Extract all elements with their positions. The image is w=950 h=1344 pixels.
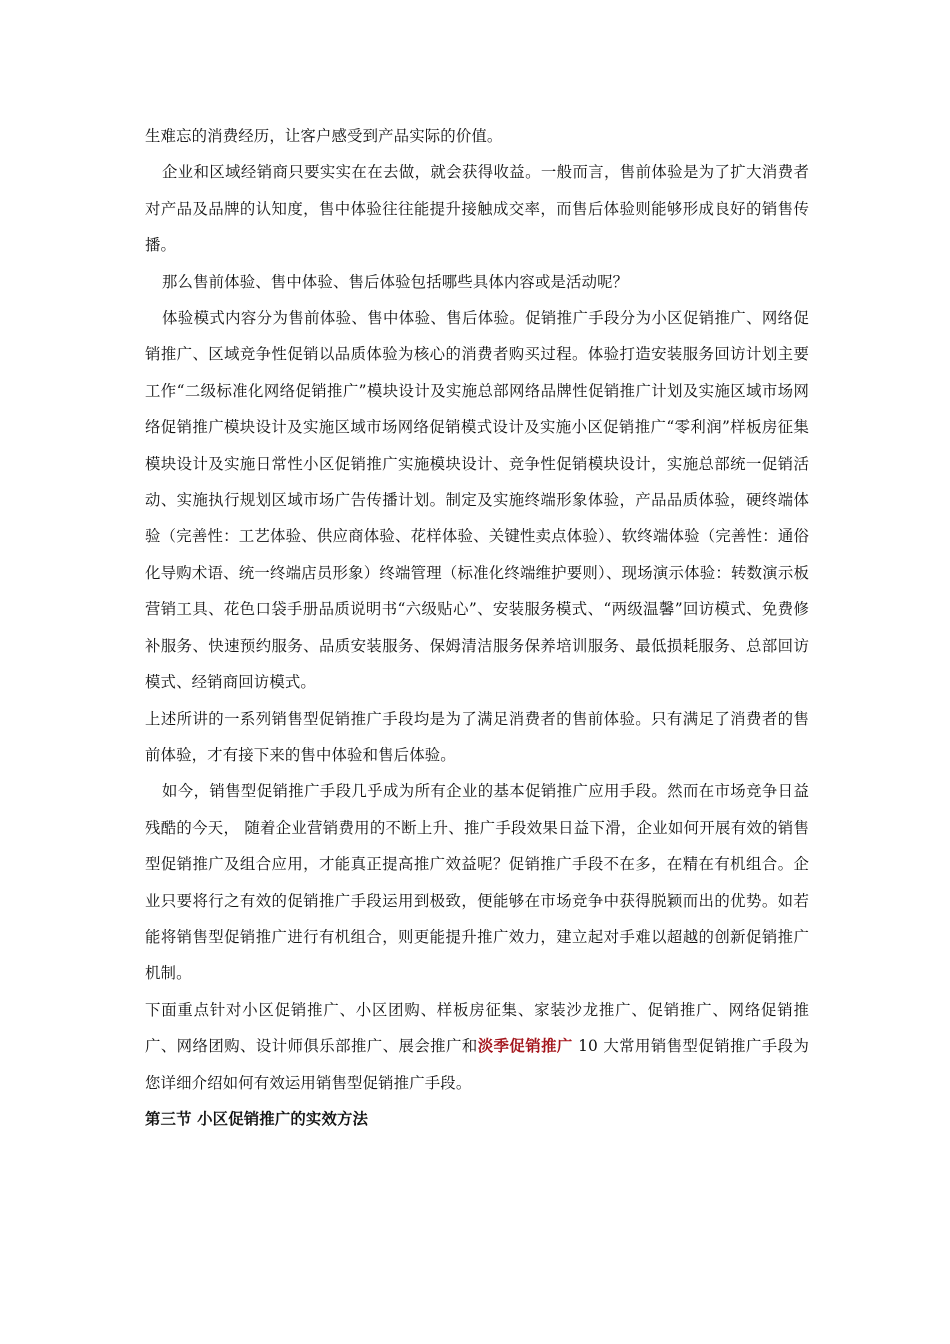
paragraph-5: 上述所讲的一系列销售型促销推广手段均是为了满足消费者的售前体验。只有满足了消费者的售前体验，才有接下来的售中体验和售后体验。	[145, 709, 809, 764]
paragraph-7-text-after: 10 大常用销售型促销推广手段为您详细介绍如何有效运用销售型促销推广手段。	[145, 1037, 809, 1092]
highlighted-keyword: 淡季促销推广	[477, 1037, 573, 1056]
section-heading: 第三节 小区促销推广的实效方法	[145, 1109, 369, 1128]
paragraph-1: 生难忘的消费经历，让客户感受到产品实际的价值。	[145, 127, 503, 145]
paragraph-4: 体验模式内容分为售前体验、售中体验、售后体验。促销推广手段分为小区促销推广、网络促销推广、区域竞争性促销以品质体验为核心的消费者购买过程。体验打造安装服务回访计划主要工作“二级标准化网络促销推广”模块设计及实施总部网络品牌性促销推广计划及实施区域市场网络促销推广模块设计及实施区域市场网络促销模式设计及实施小区促销推广“零利润”样板房征集模块设计及实施日常性小区促销推广实施模块设计、竞争性促销模块设计，实施总部统一促销活动、实施执行规划区域市场广告传播计划。制定及实施终端形象体验，产品品质体验，硬终端体验（完善性：工艺体验、供应商体验、花样体验、关键性卖点体验）、软终端体验（完善性：通俗化导购术语、统一终端店员形象）终端管理（标准化终端维护要则）、现场演示体验：转数演示板营销工具、花色口袋手册品质说明书“六级贴心”、安装服务模式、“两级温馨”回访模式、免费修补服务、快速预约服务、品质安装服务、保姆清洁服务保养培训服务、最低损耗服务、总部回访模式、经销商回访模式。	[145, 309, 809, 692]
paragraph-6: 如今，销售型促销推广手段几乎成为所有企业的基本促销推广应用手段。然而在市场竞争日益残酷的今天， 随着企业营销费用的不断上升、推广手段效果日益下滑，企业如何开展有效的销售型促销推广及组合应用，才能真正提高推广效益呢？促销推广手段不在多，在精在有机组合。企业只要将行之有效的促销推广手段运用到极致，便能够在市场竞争中获得脱颖而出的优势。如若能将销售型促销推广进行有机组合，则更能提升推广效力，建立起对手难以超越的创新促销推广机制。	[145, 782, 809, 983]
paragraph-3: 那么售前体验、售中体验、售后体验包括哪些具体内容或是活动呢？	[162, 272, 629, 291]
paragraph-7	[145, 992, 809, 1101]
paragraph-7-text-before: 下面重点针对小区促销推广、小区团购、样板房征集、家装沙龙推广、促销推广、网络促销推广、网络团购、设计师俱乐部推广、展会推广和	[145, 1000, 809, 1056]
paragraph-2: 企业和区域经销商只要实实在在去做，就会获得收益。一般而言，售前体验是为了扩大消费者对产品及品牌的认知度，售中体验往往能提升接触成交率，而售后体验则能够形成良好的销售传播。	[145, 163, 809, 255]
document-page	[145, 118, 809, 1137]
